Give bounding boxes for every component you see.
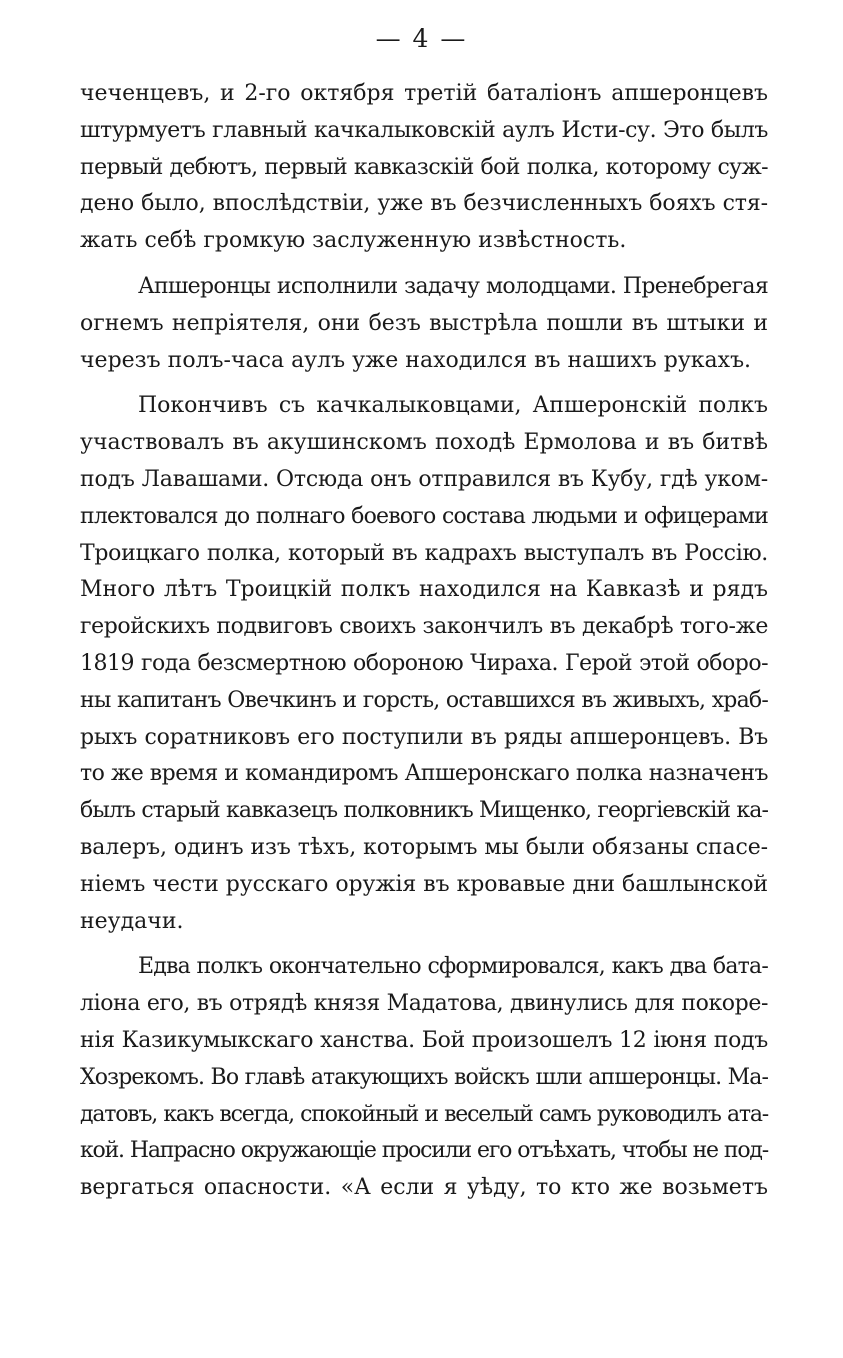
text-line: геройскихъ подвиговъ своихъ закончилъ въ декабрѣ того-же	[80, 614, 768, 640]
text-line: чеченцевъ, и 2-го октября третій баталіонъ апшеронцевъ	[80, 81, 768, 106]
text-line: Хозрекомъ. Во главѣ атакующихъ войскъ шли апшеронцы. Ма-	[80, 1064, 768, 1090]
paragraph-gap	[80, 260, 768, 269]
paragraph-2	[80, 269, 768, 379]
text-line: огнемъ непріятеля, они безъ выстрѣла пошли въ штыки и	[80, 310, 768, 336]
text-line: валеръ, одинъ изъ тѣхъ, которымъ мы были обязаны спасе-	[80, 834, 768, 860]
text-line: Едва полкъ окончательно сформировался, какъ два бата-	[138, 954, 768, 980]
text-line: плектовался до полнаго боевого состава людьми и офицерами	[80, 503, 768, 529]
text-line: черезъ полъ-часа аулъ уже находился въ нашихъ рукахъ.	[80, 347, 752, 373]
text-line: жать себѣ громкую заслуженную извѣстность.	[80, 228, 627, 254]
text-line: неудачи.	[80, 908, 184, 934]
text-line: 1819 года безсмертною обороною Чираха. Герой этой оборо-	[80, 650, 768, 676]
text-line: датовъ, какъ всегда, спокойный и веселый самъ руководилъ ата-	[80, 1101, 768, 1127]
text-line: Покончивъ съ качкалыковцами, Апшеронскій полкъ	[138, 393, 768, 419]
text-line: Троицкаго полка, который въ кадрахъ выступалъ въ Россію.	[80, 540, 768, 566]
paragraph-1	[80, 76, 768, 260]
text-line: вергаться опасности. «А если я уѣду, то кто же возьметъ	[80, 1175, 768, 1201]
text-line: участвовалъ въ акушинскомъ походѣ Ермолова и въ битвѣ	[80, 430, 768, 456]
text-line: первый дебютъ, первый кавказскій бой полка, которому суж-	[80, 154, 768, 180]
text-line: то же время и командиромъ Апшеронскаго полка назначенъ	[80, 761, 768, 787]
paragraph-gap	[80, 940, 768, 949]
page-number: — 4 —	[375, 24, 468, 53]
text-line: нія Казикумыкскаго ханства. Бой произошелъ 12 іюня подъ	[80, 1027, 768, 1053]
text-line: ны капитанъ Овечкинъ и горсть, оставшихся въ живыхъ, храб-	[80, 687, 768, 713]
paragraph-4	[80, 949, 768, 1207]
paragraph-gap	[80, 379, 768, 388]
text-line: штурмуетъ главный качкалыковскій аулъ Исти-су. Это былъ	[80, 117, 768, 143]
body-text	[80, 76, 768, 1207]
text-line: Апшеронцы исполнили задачу молодцами. Пренебрегая	[138, 273, 768, 299]
text-line: ліона его, въ отрядѣ князя Мадатова, двинулись для покоре-	[80, 991, 768, 1017]
text-line: ніемъ чести русскаго оружія въ кровавые дни башлынской	[80, 871, 768, 897]
text-line: рыхъ соратниковъ его поступили въ ряды апшеронцевъ. Въ	[80, 724, 768, 750]
text-line: подъ Лавашами. Отсюда онъ отправился въ Кубу, гдѣ уком-	[80, 466, 768, 492]
text-line: кой. Напрасно окружающіе просили его отъѣхать, чтобы не под-	[80, 1138, 768, 1164]
text-line: дено было, впослѣдствіи, уже въ безчисленныхъ бояхъ стя-	[80, 191, 768, 217]
text-line: Много лѣтъ Троицкій полкъ находился на Кавказѣ и рядъ	[80, 577, 768, 603]
paragraph-3	[80, 388, 768, 940]
text-line: былъ старый кавказецъ полковникъ Мищенко, георгіевскій ка-	[80, 798, 768, 824]
